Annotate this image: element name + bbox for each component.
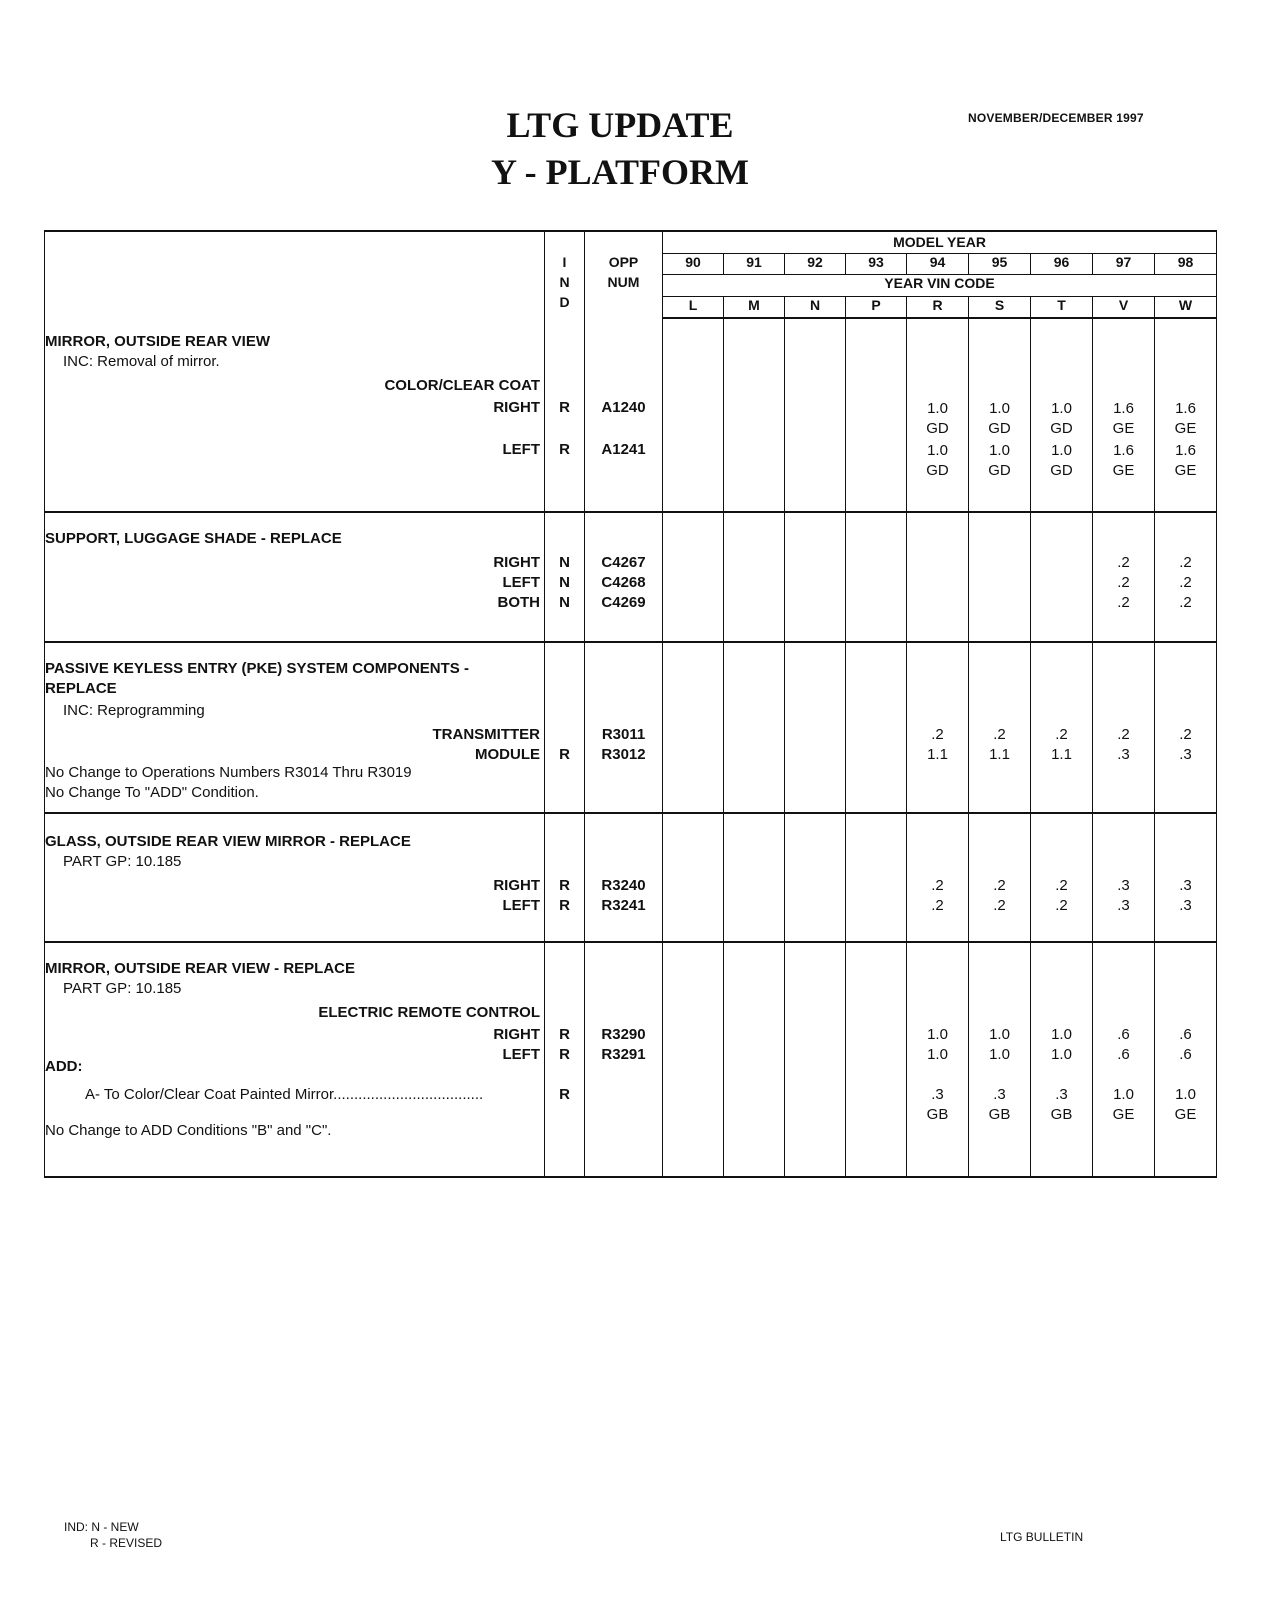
- section-inc: INC: Reprogramming: [63, 701, 205, 719]
- section-description: [45, 942, 545, 1177]
- labor-time-value: .6: [1117, 1046, 1130, 1064]
- section-description: [45, 642, 545, 813]
- labor-time-value: GD: [1050, 462, 1073, 480]
- ind-value: N: [559, 594, 570, 611]
- labor-time-value: .6: [1179, 1026, 1192, 1044]
- model-year-5: 95: [969, 253, 1031, 275]
- year-cell-98: [1155, 512, 1217, 642]
- year-cell-92: [785, 318, 846, 512]
- year-cell-92: [785, 642, 846, 813]
- labor-time-value: 1.0: [989, 1046, 1010, 1064]
- opp-num-value: C4267: [601, 554, 646, 571]
- labor-time-value: 1.6: [1175, 400, 1196, 418]
- row-label: LEFT: [502, 896, 540, 914]
- labor-time-value: 1.1: [927, 745, 948, 763]
- year-cell-97: [1093, 318, 1155, 512]
- year-cell-90: [663, 942, 724, 1177]
- vin-code-3: P: [846, 296, 907, 318]
- vin-code-2: N: [785, 296, 846, 318]
- model-year-7: 97: [1093, 253, 1155, 275]
- labor-time-value: GE: [1112, 462, 1135, 480]
- ind-legend-new: IND: N - NEW: [64, 1520, 139, 1534]
- labor-time-value: GE: [1174, 462, 1197, 480]
- page-title-line1: LTG UPDATE: [506, 105, 734, 145]
- labor-time-value: GB: [988, 1106, 1011, 1124]
- header-ind: I N D: [545, 231, 585, 318]
- labor-time-value: 1.1: [1051, 745, 1072, 763]
- section-3: [45, 813, 1217, 943]
- labor-time-value: .2: [1179, 594, 1192, 611]
- section-part: PART GP: 10.185: [63, 980, 182, 998]
- labor-time-value: 1.0: [927, 442, 948, 460]
- year-cell-96: [1031, 942, 1093, 1177]
- labor-time-value: 1.0: [927, 400, 948, 418]
- ind-value: R: [559, 745, 570, 763]
- row-label: RIGHT: [493, 399, 540, 417]
- year-cell-98: [1155, 942, 1217, 1177]
- labor-time-value: .3: [993, 1086, 1006, 1104]
- page-title-line2: Y - PLATFORM: [491, 152, 749, 192]
- ind-value: N: [559, 554, 570, 571]
- year-cell-96: [1031, 318, 1093, 512]
- labor-time-value: .2: [931, 896, 944, 914]
- section-title2: REPLACE: [45, 679, 117, 697]
- year-cell-97: [1093, 642, 1155, 813]
- ind-value: R: [559, 1026, 570, 1044]
- row-label: RIGHT: [493, 554, 540, 571]
- ind-value: N: [559, 574, 570, 591]
- section-sub: ELECTRIC REMOTE CONTROL: [318, 1004, 540, 1022]
- year-cell-97: [1093, 942, 1155, 1177]
- labor-time-value: GE: [1112, 1106, 1135, 1124]
- opp-num-cell: [585, 318, 663, 512]
- row-label: RIGHT: [493, 876, 540, 894]
- section-title: GLASS, OUTSIDE REAR VIEW MIRROR - REPLACE: [45, 832, 411, 850]
- year-cell-90: [663, 318, 724, 512]
- vin-code-5: S: [969, 296, 1031, 318]
- section-inc: INC: Removal of mirror.: [63, 353, 220, 371]
- section-title: MIRROR, OUTSIDE REAR VIEW: [45, 333, 271, 351]
- section-4: [45, 942, 1217, 1177]
- labor-time-value: 1.1: [989, 745, 1010, 763]
- labor-time-value: .2: [993, 896, 1006, 914]
- labor-time-value: .3: [1117, 745, 1130, 763]
- opp-num-value: R3290: [601, 1026, 646, 1044]
- year-cell-91: [724, 813, 785, 943]
- model-year-2: 92: [785, 253, 846, 275]
- section-1: [45, 512, 1217, 642]
- labor-time-value: .2: [1055, 725, 1068, 743]
- year-cell-92: [785, 813, 846, 943]
- add-ind-value: R: [559, 1086, 570, 1104]
- year-cell-92: [785, 512, 846, 642]
- section-title1: PASSIVE KEYLESS ENTRY (PKE) SYSTEM COMPONENTS -: [45, 659, 469, 677]
- labor-time-value: .2: [1117, 574, 1130, 591]
- labor-time-value: .2: [1179, 574, 1192, 591]
- labor-time-value: .3: [1117, 876, 1130, 894]
- ind-cell: [545, 813, 585, 943]
- year-cell-93: [846, 512, 907, 642]
- labor-time-value: GE: [1112, 420, 1135, 438]
- section-2: [45, 642, 1217, 813]
- ind-cell: [545, 512, 585, 642]
- labor-time-value: 1.0: [1175, 1086, 1196, 1104]
- vin-code-7: V: [1093, 296, 1155, 318]
- year-cell-98: [1155, 642, 1217, 813]
- labor-time-value: .2: [1179, 725, 1192, 743]
- year-cell-94: [907, 642, 969, 813]
- ind-value: R: [559, 896, 570, 914]
- labor-time-value: .2: [993, 876, 1006, 894]
- labor-time-value: .2: [1117, 594, 1130, 611]
- year-cell-94: [907, 512, 969, 642]
- year-cell-92: [785, 942, 846, 1177]
- vin-code-6: T: [1031, 296, 1093, 318]
- year-cell-95: [969, 642, 1031, 813]
- labor-time-value: .2: [1055, 896, 1068, 914]
- labor-time-value: GD: [1050, 420, 1073, 438]
- ind-value: R: [559, 399, 570, 417]
- labor-time-value: .3: [1179, 896, 1192, 914]
- vin-code-8: W: [1155, 296, 1217, 318]
- row-label: LEFT: [502, 574, 540, 591]
- row-label: LEFT: [502, 1046, 540, 1064]
- opp-num-value: R3240: [601, 876, 646, 894]
- opp-num-value: C4269: [601, 594, 646, 611]
- opp-num-cell: [585, 942, 663, 1177]
- section-description: [45, 813, 545, 943]
- year-cell-96: [1031, 642, 1093, 813]
- section-add-label: ADD:: [45, 1058, 83, 1076]
- year-cell-94: [907, 813, 969, 943]
- vin-code-1: M: [724, 296, 785, 318]
- model-year-3: 93: [846, 253, 907, 275]
- labor-time-value: 1.6: [1175, 442, 1196, 460]
- labor-time-value: GD: [988, 462, 1011, 480]
- labor-time-value: 1.6: [1113, 442, 1134, 460]
- year-cell-90: [663, 813, 724, 943]
- year-cell-97: [1093, 813, 1155, 943]
- row-label: BOTH: [497, 594, 540, 611]
- labor-time-value: .6: [1117, 1026, 1130, 1044]
- section-description: [45, 512, 545, 642]
- row-label: LEFT: [502, 441, 540, 459]
- year-cell-93: [846, 318, 907, 512]
- labor-time-value: GB: [926, 1106, 949, 1124]
- year-cell-93: [846, 813, 907, 943]
- labor-time-value: .2: [1117, 554, 1130, 571]
- year-cell-95: [969, 318, 1031, 512]
- year-cell-96: [1031, 813, 1093, 943]
- header-description-cell: [45, 231, 545, 318]
- model-year-8: 98: [1155, 253, 1217, 275]
- labor-time-value: 1.0: [989, 1026, 1010, 1044]
- section-note: No Change to ADD Conditions "B" and "C".: [45, 1122, 332, 1140]
- ind-cell: [545, 642, 585, 813]
- year-cell-95: [969, 512, 1031, 642]
- opp-num-value: A1240: [601, 399, 646, 417]
- model-year-1: 91: [724, 253, 785, 275]
- labor-time-value: 1.6: [1113, 400, 1134, 418]
- labor-time-value: GB: [1050, 1106, 1073, 1124]
- model-year-4: 94: [907, 253, 969, 275]
- labor-time-value: .3: [931, 1086, 944, 1104]
- labor-time-value: 1.0: [1051, 400, 1072, 418]
- labor-time-value: .2: [1117, 725, 1130, 743]
- labor-time-value: GE: [1174, 1106, 1197, 1124]
- opp-num-value: C4268: [601, 574, 646, 591]
- year-cell-94: [907, 318, 969, 512]
- year-cell-90: [663, 642, 724, 813]
- year-cell-95: [969, 813, 1031, 943]
- model-year-6: 96: [1031, 253, 1093, 275]
- opp-num-value: R3241: [601, 896, 646, 914]
- year-cell-93: [846, 642, 907, 813]
- year-cell-91: [724, 318, 785, 512]
- section-note1: No Change to Operations Numbers R3014 Thru R3019: [45, 763, 412, 781]
- labor-time-value: .2: [931, 876, 944, 894]
- labor-time-value: .2: [1055, 876, 1068, 894]
- row-label: MODULE: [475, 745, 540, 763]
- ind-value: R: [559, 876, 570, 894]
- labor-time-value: .2: [1179, 554, 1192, 571]
- ind-value: R: [559, 1046, 570, 1064]
- ind-value: R: [559, 441, 570, 459]
- bulletin-date: NOVEMBER/DECEMBER 1997: [968, 111, 1144, 125]
- year-cell-91: [724, 642, 785, 813]
- section-description: [45, 318, 545, 512]
- opp-num-cell: [585, 813, 663, 943]
- section-sub: COLOR/CLEAR COAT: [384, 377, 540, 395]
- row-label: TRANSMITTER: [432, 725, 540, 743]
- labor-time-value: 1.0: [1051, 1026, 1072, 1044]
- year-cell-91: [724, 942, 785, 1177]
- model-year-0: 90: [663, 253, 724, 275]
- opp-num-cell: [585, 512, 663, 642]
- section-part: PART GP: 10.185: [63, 852, 182, 870]
- bulletin-footer: LTG BULLETIN: [1000, 1530, 1084, 1544]
- section-note2: No Change To "ADD" Condition.: [45, 783, 259, 801]
- year-cell-95: [969, 942, 1031, 1177]
- labor-time-value: .2: [993, 725, 1006, 743]
- header-opp-num: OPP NUM: [585, 231, 663, 318]
- row-label: RIGHT: [493, 1026, 540, 1044]
- labor-time-value: 1.0: [1113, 1086, 1134, 1104]
- labor-time-value: .3: [1179, 876, 1192, 894]
- add-condition-a: A- To Color/Clear Coat Painted Mirror....................................: [85, 1086, 484, 1104]
- model-year-label: MODEL YEAR: [663, 231, 1217, 253]
- opp-num-cell: [585, 642, 663, 813]
- labor-time-value: .3: [1179, 745, 1192, 763]
- section-title: SUPPORT, LUGGAGE SHADE - REPLACE: [45, 530, 342, 547]
- ind-cell: [545, 942, 585, 1177]
- ind-legend-revised: R - REVISED: [90, 1536, 163, 1550]
- vin-code-0: L: [663, 296, 724, 318]
- labor-time-value: 1.0: [1051, 1046, 1072, 1064]
- labor-time-value: 1.0: [927, 1046, 948, 1064]
- labor-time-value: GD: [926, 462, 949, 480]
- ind-cell: [545, 318, 585, 512]
- section-0: [45, 318, 1217, 512]
- vin-code-label: YEAR VIN CODE: [663, 275, 1217, 297]
- labor-time-value: .3: [1055, 1086, 1068, 1104]
- labor-time-value: GD: [988, 420, 1011, 438]
- labor-time-value: .2: [931, 725, 944, 743]
- year-cell-97: [1093, 512, 1155, 642]
- year-cell-98: [1155, 813, 1217, 943]
- year-cell-98: [1155, 318, 1217, 512]
- labor-time-value: 1.0: [989, 442, 1010, 460]
- year-cell-91: [724, 512, 785, 642]
- labor-time-value: 1.0: [989, 400, 1010, 418]
- year-cell-96: [1031, 512, 1093, 642]
- year-cell-90: [663, 512, 724, 642]
- labor-time-table: [44, 230, 1217, 1178]
- labor-time-value: .6: [1179, 1046, 1192, 1064]
- opp-num-value: R3291: [601, 1046, 646, 1064]
- labor-time-value: GD: [926, 420, 949, 438]
- labor-time-value: GE: [1174, 420, 1197, 438]
- labor-time-value: 1.0: [1051, 442, 1072, 460]
- vin-code-4: R: [907, 296, 969, 318]
- labor-time-value: 1.0: [927, 1026, 948, 1044]
- section-title: MIRROR, OUTSIDE REAR VIEW - REPLACE: [45, 960, 356, 978]
- opp-num-value: R3011: [601, 725, 646, 743]
- opp-num-value: A1241: [601, 441, 646, 459]
- year-cell-93: [846, 942, 907, 1177]
- year-cell-94: [907, 942, 969, 1177]
- opp-num-value: R3012: [601, 745, 646, 763]
- labor-time-value: .3: [1117, 896, 1130, 914]
